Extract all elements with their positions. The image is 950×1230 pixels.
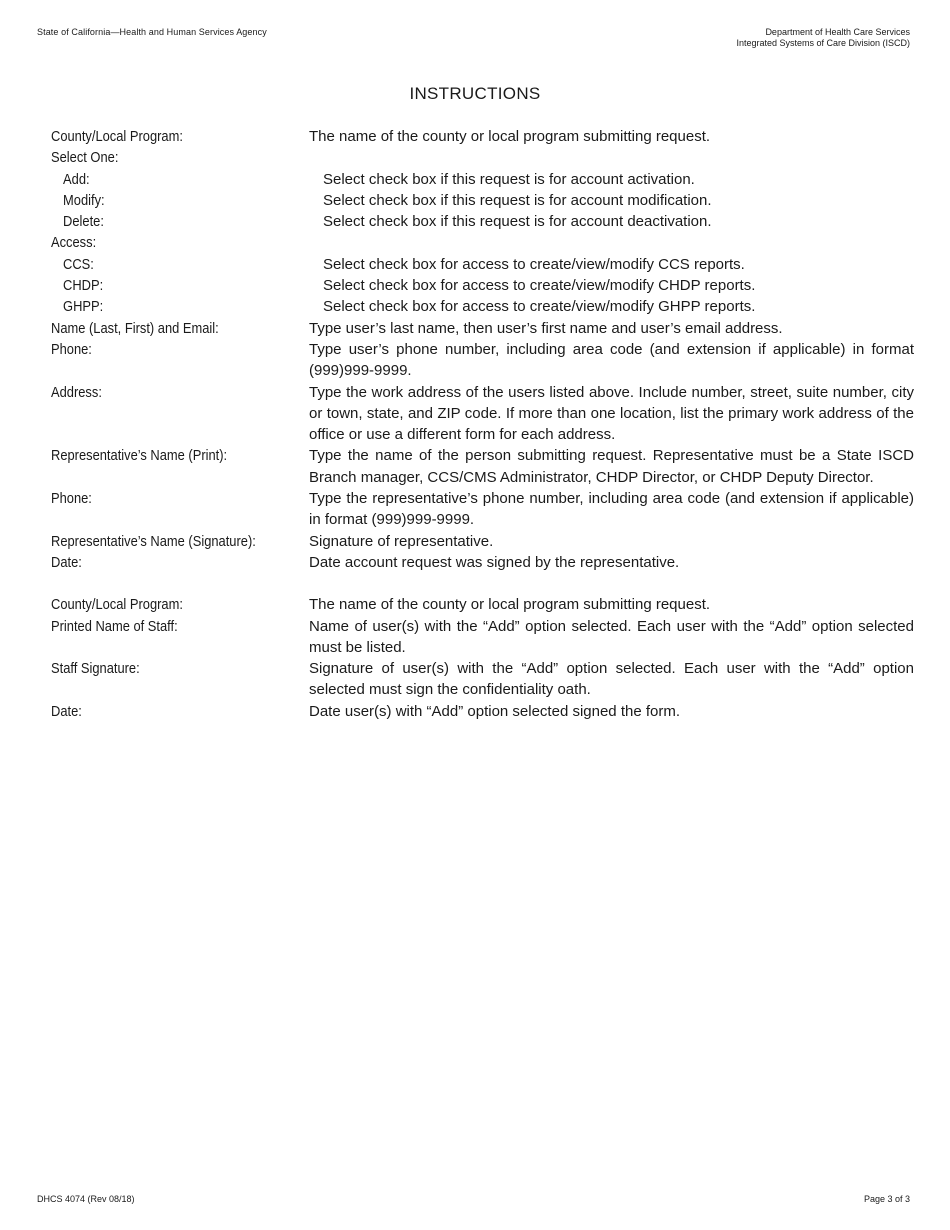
instruction-row [51, 658, 914, 701]
instruction-label: CHDP: [63, 277, 104, 295]
instruction-desc: Select check box if this request is for account modification. [323, 191, 712, 209]
instruction-desc: The name of the county or local program submitting request. [309, 128, 711, 145]
instruction-row [51, 169, 914, 190]
instruction-row [51, 552, 914, 573]
instruction-row [51, 211, 914, 232]
instruction-label: Name (Last, First) and Email: [51, 319, 219, 337]
instruction-row [51, 488, 914, 531]
instruction-desc: Type the representative’s phone number, including area code (and extension if applicable) in format (999)999-9999. [309, 490, 914, 529]
instruction-label: Phone: [51, 490, 92, 508]
instruction-row [51, 382, 914, 446]
page-title: INSTRUCTIONS [409, 84, 541, 103]
instruction-label: County/Local Program: [51, 128, 183, 145]
instruction-label: County/Local Program: [51, 596, 183, 614]
instruction-row [51, 147, 914, 168]
instruction-row [51, 531, 914, 552]
instruction-label: Phone: [51, 340, 92, 358]
division-name: Integrated Systems of Care Division (ISCD) [736, 38, 910, 48]
instruction-desc: Signature of user(s) with the “Add” option selected. Each user with the “Add” option selected must sign the confidentiality oath. [309, 660, 914, 699]
instruction-row [51, 339, 914, 382]
instruction-label: Access: [51, 234, 97, 252]
form-number: DHCS 4074 (Rev 08/18) [37, 1194, 135, 1204]
instruction-label: Date: [51, 553, 82, 571]
instruction-desc: Date user(s) with “Add” option selected signed the form. [309, 702, 681, 720]
instruction-label: Delete: [63, 213, 104, 231]
instruction-label: Address: [51, 383, 102, 401]
instruction-row [51, 254, 914, 275]
instruction-label: Add: [63, 170, 90, 188]
instruction-row [51, 445, 914, 488]
instruction-desc: Type the work address of the users listed above. Include number, street, suite number, city or town, state, and ZIP code. If more than one location, list the primary work address of the office or use a different form for each address. [309, 383, 914, 444]
instruction-desc [309, 232, 914, 253]
instruction-row [51, 126, 914, 147]
instruction-desc: Select check box for access to create/view/modify GHPP reports. [323, 298, 756, 316]
instruction-row [51, 296, 914, 317]
instruction-desc: Select check box for access to create/view/modify CHDP reports. [323, 277, 756, 295]
instruction-label: Staff Signature: [51, 660, 140, 678]
instruction-label: GHPP: [63, 298, 104, 316]
instruction-label: Date: [51, 702, 82, 720]
instruction-desc: Type user’s phone number, including area code (and extension if applicable) in format (999)999-9999. [309, 340, 914, 380]
instruction-desc: Select check box for access to create/view/modify CCS reports. [323, 255, 745, 273]
instruction-label: Representative’s Name (Print): [51, 447, 228, 465]
instruction-desc: Type user’s last name, then user’s first name and user’s email address. [309, 319, 783, 337]
instruction-label: CCS: [63, 255, 94, 273]
instruction-row [51, 275, 914, 296]
instruction-desc: Select check box if this request is for account activation. [323, 170, 695, 188]
instruction-label: Modify: [63, 191, 105, 209]
instruction-desc [309, 147, 914, 168]
instruction-desc: Date account request was signed by the representative. [309, 553, 680, 571]
instruction-row [51, 616, 914, 659]
instruction-row [51, 594, 914, 615]
instruction-desc: Name of user(s) with the “Add” option selected. Each user with the “Add” option selected must be listed. [309, 617, 914, 656]
instruction-row [51, 318, 914, 339]
department-name: Department of Health Care Services [765, 27, 910, 37]
agency-header: State of California—Health and Human Services Agency [37, 27, 267, 37]
instructions-list [51, 126, 914, 722]
instruction-row [51, 190, 914, 211]
instruction-label: Select One: [51, 149, 119, 167]
department-header [736, 27, 910, 49]
instruction-row [51, 701, 914, 722]
instruction-desc: Signature of representative. [309, 532, 494, 550]
page-number: Page 3 of 3 [863, 1194, 910, 1204]
section-spacer [51, 573, 914, 594]
instruction-desc: The name of the county or local program submitting request. [309, 596, 711, 614]
instruction-row [51, 232, 914, 253]
instruction-desc: Select check box if this request is for account deactivation. [323, 213, 712, 231]
instruction-desc: Type the name of the person submitting request. Representative must be a State ISCD Branch manager, CCS/CMS Administrator, CHDP Director, or CHDP Deputy Director. [309, 447, 914, 486]
instruction-label: Printed Name of Staff: [51, 617, 178, 635]
instruction-label: Representative’s Name (Signature): [51, 532, 256, 550]
